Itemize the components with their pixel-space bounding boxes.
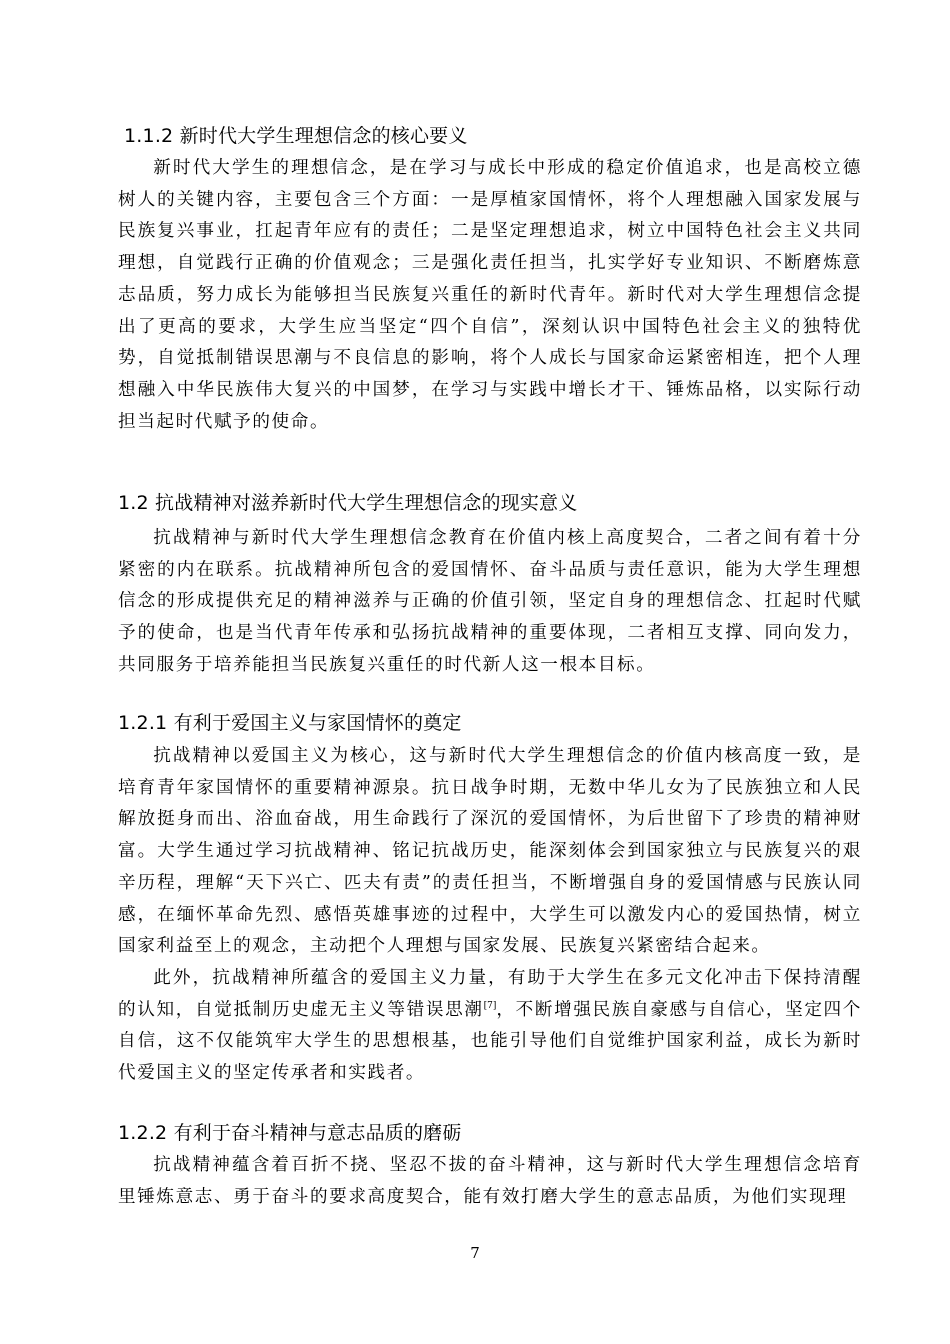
paragraph-patriotism: 抗战精神以爱国主义为核心，这与新时代大学生理想信念的价值内核高度一致，是培育青年家国情怀的重要精神源泉。抗日战争时期，无数中华儿女为了民族独立和人民解放挺身而出、浴血奋战，用生命践行了深沉的爱国情怀，为后世留下了珍贵的精神财富。大学生通过学习抗战精神、铭记抗战历史，能深刻体会到国家独立与民族复兴的艰辛历程，理解“天下兴亡、匹夫有责”的责任担当，不断增强自身的爱国情感与民族认同感，在缅怀革命先烈、感悟英雄事迹的过程中，大学生可以激发内心的爱国热情，树立国家利益至上的观念，主动把个人理想与国家发展、民族复兴紧密结合起来。 — [118, 746, 862, 957]
section-heading-1-2-1: 1.2.1 有利于爱国主义与家国情怀的奠定 — [118, 712, 462, 734]
paragraph-struggle-spirit: 抗战精神蕴含着百折不挠、坚忍不拔的奋斗精神，这与新时代大学生理想信念培育里锤炼意志、勇于奋斗的要求高度契合，能有效打磨大学生的意志品质，为他们实现理 — [118, 1155, 862, 1207]
paragraph-patriotism-continued — [118, 963, 862, 1090]
section-heading-1-1-2: 1.1.2 新时代大学生理想信念的核心要义 — [124, 125, 468, 147]
paragraph-text-part-1: 此外，抗战精神所蕴含的爱国主义力量，有助于大学生在多元文化冲击下保持清醒的认知，自觉抵制历史虚无主义等错误思潮 — [118, 968, 862, 1020]
section-heading-1-2-2: 1.2.2 有利于奋斗精神与意志品质的磨砺 — [118, 1122, 462, 1144]
section-heading-1-2: 1.2 抗战精神对滋养新时代大学生理想信念的现实意义 — [118, 492, 578, 514]
paragraph-core-meaning: 新时代大学生的理想信念，是在学习与成长中形成的稳定价值追求，也是高校立德树人的关键内容，主要包含三个方面：一是厚植家国情怀，将个人理想融入国家发展与民族复兴事业，扛起青年应有的责任；二是坚定理想追求，树立中国特色社会主义共同理想，自觉践行正确的价值观念；三是强化责任担当，扎实学好专业知识、不断磨炼意志品质，努力成长为能够担当民族复兴重任的新时代青年。新时代对大学生理想信念提出了更高的要求，大学生应当坚定“四个自信”，深刻认识中国特色社会主义的独特优势，自觉抵制错误思潮与不良信息的影响，将个人成长与国家命运紧密相连，把个人理想融入中华民族伟大复兴的中国梦，在学习与实践中增长才干、锤炼品格，以实际行动担当起时代赋予的使命。 — [118, 158, 862, 432]
citation-reference: [7] — [483, 1000, 497, 1011]
paragraph-text-part-2: ，不断增强民族自豪感与自信心，坚定四个自信，这不仅能筑牢大学生的思想根基，也能引导他们自觉维护国家利益，成长为新时代爱国主义的坚定传承者和实践者。 — [118, 999, 862, 1084]
paragraph-realistic-significance: 抗战精神与新时代大学生理想信念教育在价值内核上高度契合，二者之间有着十分紧密的内在联系。抗战精神所包含的爱国情怀、奋斗品质与责任意识，能为大学生理想信念的形成提供充足的精神滋养与正确的价值引领，坚定自身的理想信念、扛起时代赋予的使命，也是当代青年传承和弘扬抗战精神的重要体现，二者相互支撑、同向发力，共同服务于培养能担当民族复兴重任的时代新人这一根本目标。 — [118, 528, 862, 675]
page-number: 7 — [470, 1244, 480, 1262]
